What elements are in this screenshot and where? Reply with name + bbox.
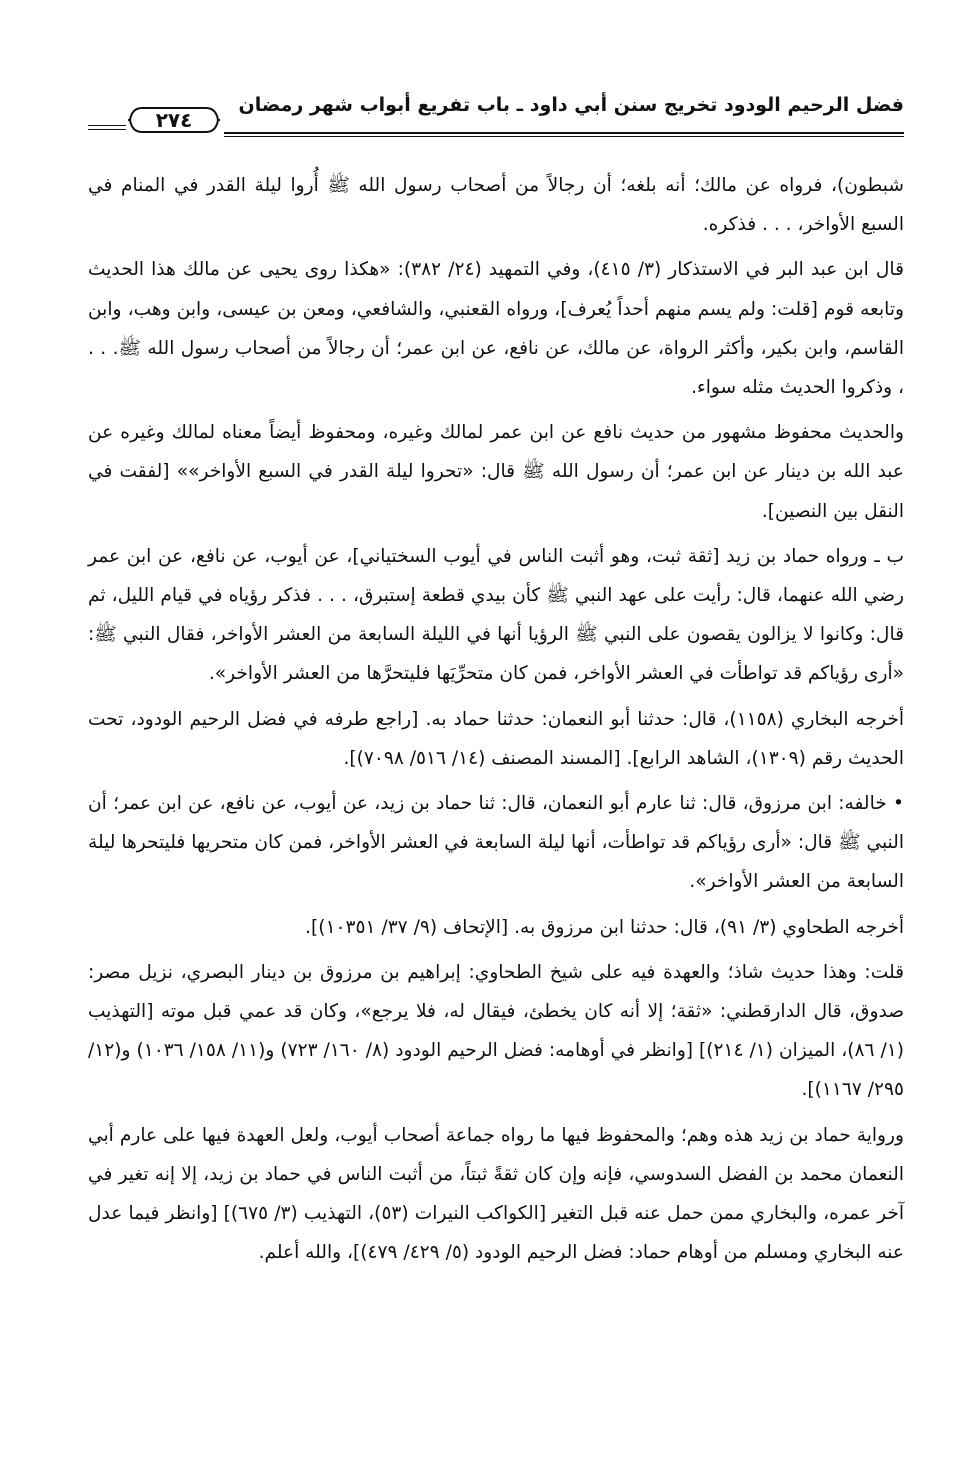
book-page (88, 80, 904, 1410)
paragraph: والحديث محفوظ مشهور من حديث نافع عن ابن عمر لمالك وغيره، ومحفوظ أيضاً معناه لمالك وغيره عن عبد الله بن دينار عن ابن عمر؛ أن رسول الله ﷺ قال: «تحروا ليلة القدر في السبع الأواخر»» [لفقت في النقل بين النصين]. (88, 422, 904, 522)
page-number: ٢٧٤ (155, 108, 193, 132)
page-header (88, 80, 904, 142)
paragraph: أخرجه البخاري (١١٥٨)، قال: حدثنا أبو النعمان: حدثنا حماد به. [راجع طرفه في فضل الرحيم الودود، تحت الحديث رقم (١٣٠٩)، الشاهد الرابع]. [المسند المصنف (١٤/ ٥١٦/ ٧٠٩٨)]. (88, 708, 905, 769)
running-title: فضل الرحيم الودود تخريج سنن أبي داود ـ باب تفريع أبواب شهر رمضان (238, 94, 904, 116)
main-text (88, 166, 904, 1272)
paragraph: شبطون)، فرواه عن مالك؛ أنه بلغه؛ أن رجالاً من أصحاب رسول الله ﷺ أُروا ليلة القدر في المنام في السبع الأواخر، . . . فذكره. (88, 175, 904, 236)
paragraph: أخرجه الطحاوي (٣/ ٩١)، قال: حدثنا ابن مرزوق به. [الإتحاف (٩/ ٣٧/ ١٠٣٥١)]. (305, 916, 904, 938)
header-rule (224, 132, 904, 137)
header-rule-left (88, 125, 126, 130)
page-number-badge (128, 102, 220, 138)
paragraph: ب ـ ورواه حماد بن زيد [ثقة ثبت، وهو أثبت الناس في أيوب السختياني]، عن أيوب، عن نافع، عن ابن عمر رضي الله عنهما، قال: رأيت على عهد النبي ﷺ كأن بيدي قطعة إستبرق، . . . فذكر رؤياه في قيام الليل، ثم قال: وكانوا لا يزالون يقصون على النبي ﷺ الرؤيا أنها في الليلة السابعة من العشر الأواخر، فقال النبي ﷺ: «أرى رؤياكم قد تواطأت في العشر الأواخر، فمن كان متحرِّيَها فليتحرَّها من العشر الأواخر». (88, 545, 904, 685)
paragraph: قال ابن عبد البر في الاستذكار (٣/ ٤١٥)، وفي التمهيد (٢٤/ ٣٨٢): «هكذا روى يحيى عن مالك هذا الحديث وتابعه قوم [قلت: ولم يسم منهم أحداً يُعرف]، ورواه القعنبي، والشافعي، ومعن بن عيسى، وابن وهب، وابن القاسم، وابن بكير، وأكثر الرواة، عن مالك، عن نافع، عن ابن عمر؛ أن رجالاً من أصحاب رسول الله ﷺ. . . ، وذكروا الحديث مثله سواء. (88, 259, 904, 399)
paragraph: • خالفه: ابن مرزوق، قال: ثنا عارم أبو النعمان، قال: ثنا حماد بن زيد، عن أيوب، عن نافع، عن ابن عمر؛ أن النبي ﷺ قال: «أرى رؤياكم قد تواطأت، أنها ليلة السابعة في العشر الأواخر، فمن كان متحريها فليتحرها ليلة السابعة من العشر الأواخر». (88, 793, 904, 893)
paragraph: ورواية حماد بن زيد هذه وهم؛ والمحفوظ فيها ما رواه جماعة أصحاب أيوب، ولعل العهدة فيها على عارم أبي النعمان محمد بن الفضل السدوسي، فإنه وإن كان ثقةً ثبتاً، من أثبت الناس في حماد بن زيد، إلا إنه تغير في آخر عمره، والبخاري ممن حمل عنه قبل التغير [الكواكب النيرات (٥٣)، التهذيب (٣/ ٦٧٥)] [وانظر فيما عدل عنه البخاري ومسلم من أوهام حماد: فضل الرحيم الودود (٥/ ٤٢٩/ ٤٧٩)]، والله أعلم. (88, 1124, 904, 1264)
paragraph: قلت: وهذا حديث شاذ؛ والعهدة فيه على شيخ الطحاوي: إبراهيم بن مرزوق بن دينار البصري، نزيل مصر: صدوق، قال الدارقطني: «ثقة؛ إلا أنه كان يخطئ، فيقال له، فلا يرجع»، وكان قد عمي قبل موته [التهذيب (١/ ٨٦)، الميزان (١/ ٢١٤)] [وانظر في أوهامه: فضل الرحيم الودود (٨/ ١٦٠/ ٧٢٣) و(١١/ ١٥٨/ ١٠٣٦) و(١٢/ ٢٩٥/ ١١٦٧)]. (88, 961, 904, 1101)
